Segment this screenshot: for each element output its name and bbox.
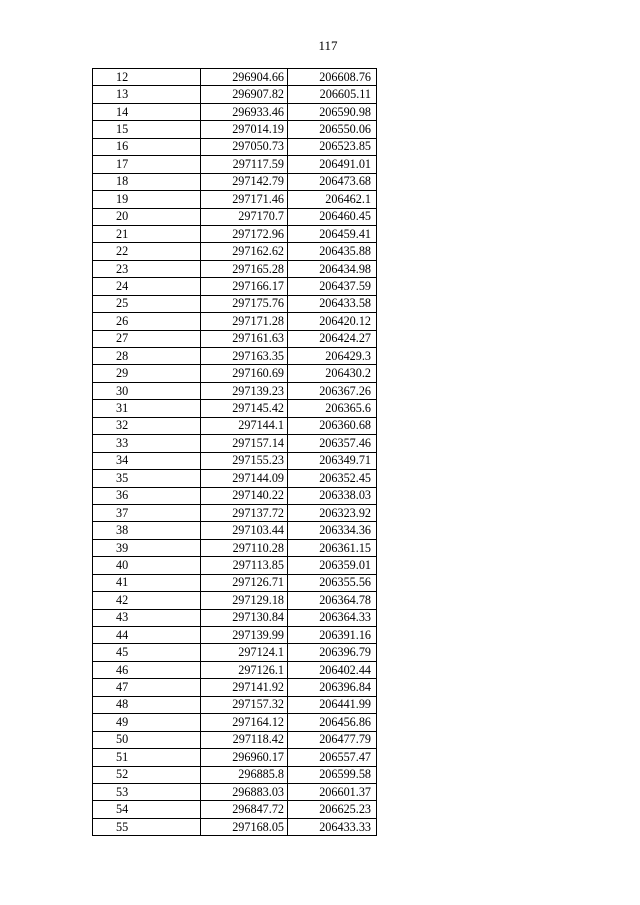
y-coordinate-cell: 206523.85 — [288, 138, 377, 155]
y-coordinate-cell: 206364.33 — [288, 609, 377, 626]
x-coordinate-cell: 297157.14 — [201, 435, 288, 452]
table-row — [93, 627, 377, 644]
point-number-cell: 34 — [93, 452, 201, 469]
x-coordinate-cell: 296885.8 — [201, 766, 288, 783]
point-number-cell: 52 — [93, 766, 201, 783]
y-coordinate-cell: 206625.23 — [288, 801, 377, 818]
x-coordinate-cell: 297162.62 — [201, 243, 288, 260]
x-coordinate-cell: 297175.76 — [201, 295, 288, 312]
x-coordinate-cell: 297126.1 — [201, 661, 288, 678]
table-row — [93, 86, 377, 103]
x-coordinate-cell: 297139.23 — [201, 382, 288, 399]
table-row — [93, 714, 377, 731]
x-coordinate-cell: 297171.46 — [201, 191, 288, 208]
table-row — [93, 382, 377, 399]
x-coordinate-cell: 297140.22 — [201, 487, 288, 504]
x-coordinate-cell: 297113.85 — [201, 557, 288, 574]
table-row — [93, 365, 377, 382]
point-number-cell: 46 — [93, 661, 201, 678]
point-number-cell: 45 — [93, 644, 201, 661]
x-coordinate-cell: 297118.42 — [201, 731, 288, 748]
x-coordinate-cell: 297142.79 — [201, 173, 288, 190]
x-coordinate-cell: 297130.84 — [201, 609, 288, 626]
x-coordinate-cell: 297129.18 — [201, 592, 288, 609]
x-coordinate-cell: 297103.44 — [201, 522, 288, 539]
table-row — [93, 435, 377, 452]
table-row — [93, 313, 377, 330]
table-row — [93, 260, 377, 277]
point-number-cell: 24 — [93, 278, 201, 295]
y-coordinate-cell: 206456.86 — [288, 714, 377, 731]
y-coordinate-cell: 206590.98 — [288, 103, 377, 120]
table-row — [93, 417, 377, 434]
table-row — [93, 452, 377, 469]
point-number-cell: 13 — [93, 86, 201, 103]
table-row — [93, 661, 377, 678]
point-number-cell: 37 — [93, 504, 201, 521]
table-row — [93, 156, 377, 173]
y-coordinate-cell: 206359.01 — [288, 557, 377, 574]
x-coordinate-cell: 297117.59 — [201, 156, 288, 173]
table-row — [93, 470, 377, 487]
point-number-cell: 17 — [93, 156, 201, 173]
y-coordinate-cell: 206396.79 — [288, 644, 377, 661]
x-coordinate-cell: 296847.72 — [201, 801, 288, 818]
point-number-cell: 31 — [93, 400, 201, 417]
x-coordinate-cell: 297144.09 — [201, 470, 288, 487]
y-coordinate-cell: 206599.58 — [288, 766, 377, 783]
table-row — [93, 243, 377, 260]
y-coordinate-cell: 206396.84 — [288, 679, 377, 696]
x-coordinate-cell: 297141.92 — [201, 679, 288, 696]
x-coordinate-cell: 296933.46 — [201, 103, 288, 120]
table-row — [93, 138, 377, 155]
y-coordinate-cell: 206437.59 — [288, 278, 377, 295]
x-coordinate-cell: 297168.05 — [201, 818, 288, 835]
table-row — [93, 679, 377, 696]
point-number-cell: 50 — [93, 731, 201, 748]
point-number-cell: 43 — [93, 609, 201, 626]
point-number-cell: 44 — [93, 627, 201, 644]
x-coordinate-cell: 297164.12 — [201, 714, 288, 731]
table-row — [93, 766, 377, 783]
table-row — [93, 173, 377, 190]
table-row — [93, 539, 377, 556]
y-coordinate-cell: 206367.26 — [288, 382, 377, 399]
y-coordinate-cell: 206435.88 — [288, 243, 377, 260]
y-coordinate-cell: 206433.58 — [288, 295, 377, 312]
y-coordinate-cell: 206402.44 — [288, 661, 377, 678]
table-row — [93, 121, 377, 138]
point-number-cell: 26 — [93, 313, 201, 330]
point-number-cell: 27 — [93, 330, 201, 347]
y-coordinate-cell: 206434.98 — [288, 260, 377, 277]
x-coordinate-cell: 297161.63 — [201, 330, 288, 347]
x-coordinate-cell: 297144.1 — [201, 417, 288, 434]
y-coordinate-cell: 206361.15 — [288, 539, 377, 556]
table-row — [93, 208, 377, 225]
table-row — [93, 609, 377, 626]
y-coordinate-cell: 206364.78 — [288, 592, 377, 609]
x-coordinate-cell: 297050.73 — [201, 138, 288, 155]
x-coordinate-cell: 296883.03 — [201, 783, 288, 800]
y-coordinate-cell: 206441.99 — [288, 696, 377, 713]
y-coordinate-cell: 206334.36 — [288, 522, 377, 539]
table-row — [93, 400, 377, 417]
y-coordinate-cell: 206391.16 — [288, 627, 377, 644]
table-row — [93, 522, 377, 539]
point-number-cell: 48 — [93, 696, 201, 713]
y-coordinate-cell: 206473.68 — [288, 173, 377, 190]
y-coordinate-cell: 206352.45 — [288, 470, 377, 487]
point-number-cell: 15 — [93, 121, 201, 138]
x-coordinate-cell: 297139.99 — [201, 627, 288, 644]
coordinates-table — [92, 68, 377, 836]
x-coordinate-cell: 297160.69 — [201, 365, 288, 382]
point-number-cell: 51 — [93, 749, 201, 766]
y-coordinate-cell: 206429.3 — [288, 348, 377, 365]
x-coordinate-cell: 297014.19 — [201, 121, 288, 138]
point-number-cell: 20 — [93, 208, 201, 225]
y-coordinate-cell: 206355.56 — [288, 574, 377, 591]
y-coordinate-cell: 206608.76 — [288, 69, 377, 86]
y-coordinate-cell: 206477.79 — [288, 731, 377, 748]
x-coordinate-cell: 296960.17 — [201, 749, 288, 766]
x-coordinate-cell: 297170.7 — [201, 208, 288, 225]
point-number-cell: 21 — [93, 225, 201, 242]
x-coordinate-cell: 297155.23 — [201, 452, 288, 469]
y-coordinate-cell: 206323.92 — [288, 504, 377, 521]
table-row — [93, 696, 377, 713]
point-number-cell: 12 — [93, 69, 201, 86]
point-number-cell: 28 — [93, 348, 201, 365]
x-coordinate-cell: 297171.28 — [201, 313, 288, 330]
point-number-cell: 14 — [93, 103, 201, 120]
point-number-cell: 19 — [93, 191, 201, 208]
point-number-cell: 38 — [93, 522, 201, 539]
point-number-cell: 47 — [93, 679, 201, 696]
point-number-cell: 40 — [93, 557, 201, 574]
y-coordinate-cell: 206360.68 — [288, 417, 377, 434]
table-row — [93, 574, 377, 591]
x-coordinate-cell: 296904.66 — [201, 69, 288, 86]
point-number-cell: 29 — [93, 365, 201, 382]
table-row — [93, 295, 377, 312]
y-coordinate-cell: 206459.41 — [288, 225, 377, 242]
table-row — [93, 731, 377, 748]
x-coordinate-cell: 297145.42 — [201, 400, 288, 417]
y-coordinate-cell: 206430.2 — [288, 365, 377, 382]
x-coordinate-cell: 297110.28 — [201, 539, 288, 556]
table-row — [93, 801, 377, 818]
point-number-cell: 33 — [93, 435, 201, 452]
point-number-cell: 25 — [93, 295, 201, 312]
x-coordinate-cell: 297137.72 — [201, 504, 288, 521]
point-number-cell: 32 — [93, 417, 201, 434]
point-number-cell: 23 — [93, 260, 201, 277]
x-coordinate-cell: 297124.1 — [201, 644, 288, 661]
table-row — [93, 487, 377, 504]
page-number: 117 — [318, 38, 338, 53]
point-number-cell: 35 — [93, 470, 201, 487]
table-row — [93, 818, 377, 835]
table-row — [93, 191, 377, 208]
table-row — [93, 592, 377, 609]
point-number-cell: 39 — [93, 539, 201, 556]
table-row — [93, 103, 377, 120]
x-coordinate-cell: 297166.17 — [201, 278, 288, 295]
point-number-cell: 18 — [93, 173, 201, 190]
point-number-cell: 55 — [93, 818, 201, 835]
x-coordinate-cell: 297172.96 — [201, 225, 288, 242]
x-coordinate-cell: 297157.32 — [201, 696, 288, 713]
table-row — [93, 225, 377, 242]
y-coordinate-cell: 206420.12 — [288, 313, 377, 330]
table-row — [93, 69, 377, 86]
point-number-cell: 41 — [93, 574, 201, 591]
y-coordinate-cell: 206433.33 — [288, 818, 377, 835]
x-coordinate-cell: 297165.28 — [201, 260, 288, 277]
table-row — [93, 644, 377, 661]
x-coordinate-cell: 297163.35 — [201, 348, 288, 365]
y-coordinate-cell: 206357.46 — [288, 435, 377, 452]
table-row — [93, 557, 377, 574]
x-coordinate-cell: 297126.71 — [201, 574, 288, 591]
point-number-cell: 16 — [93, 138, 201, 155]
x-coordinate-cell: 296907.82 — [201, 86, 288, 103]
y-coordinate-cell: 206550.06 — [288, 121, 377, 138]
point-number-cell: 49 — [93, 714, 201, 731]
point-number-cell: 36 — [93, 487, 201, 504]
table-row — [93, 278, 377, 295]
point-number-cell: 22 — [93, 243, 201, 260]
coordinates-table-body — [93, 69, 377, 836]
y-coordinate-cell: 206557.47 — [288, 749, 377, 766]
point-number-cell: 53 — [93, 783, 201, 800]
y-coordinate-cell: 206491.01 — [288, 156, 377, 173]
y-coordinate-cell: 206601.37 — [288, 783, 377, 800]
table-row — [93, 348, 377, 365]
point-number-cell: 30 — [93, 382, 201, 399]
y-coordinate-cell: 206349.71 — [288, 452, 377, 469]
y-coordinate-cell: 206605.11 — [288, 86, 377, 103]
y-coordinate-cell: 206460.45 — [288, 208, 377, 225]
point-number-cell: 54 — [93, 801, 201, 818]
y-coordinate-cell: 206462.1 — [288, 191, 377, 208]
table-row — [93, 330, 377, 347]
table-row — [93, 783, 377, 800]
y-coordinate-cell: 206338.03 — [288, 487, 377, 504]
table-row — [93, 504, 377, 521]
y-coordinate-cell: 206424.27 — [288, 330, 377, 347]
point-number-cell: 42 — [93, 592, 201, 609]
y-coordinate-cell: 206365.6 — [288, 400, 377, 417]
table-row — [93, 749, 377, 766]
